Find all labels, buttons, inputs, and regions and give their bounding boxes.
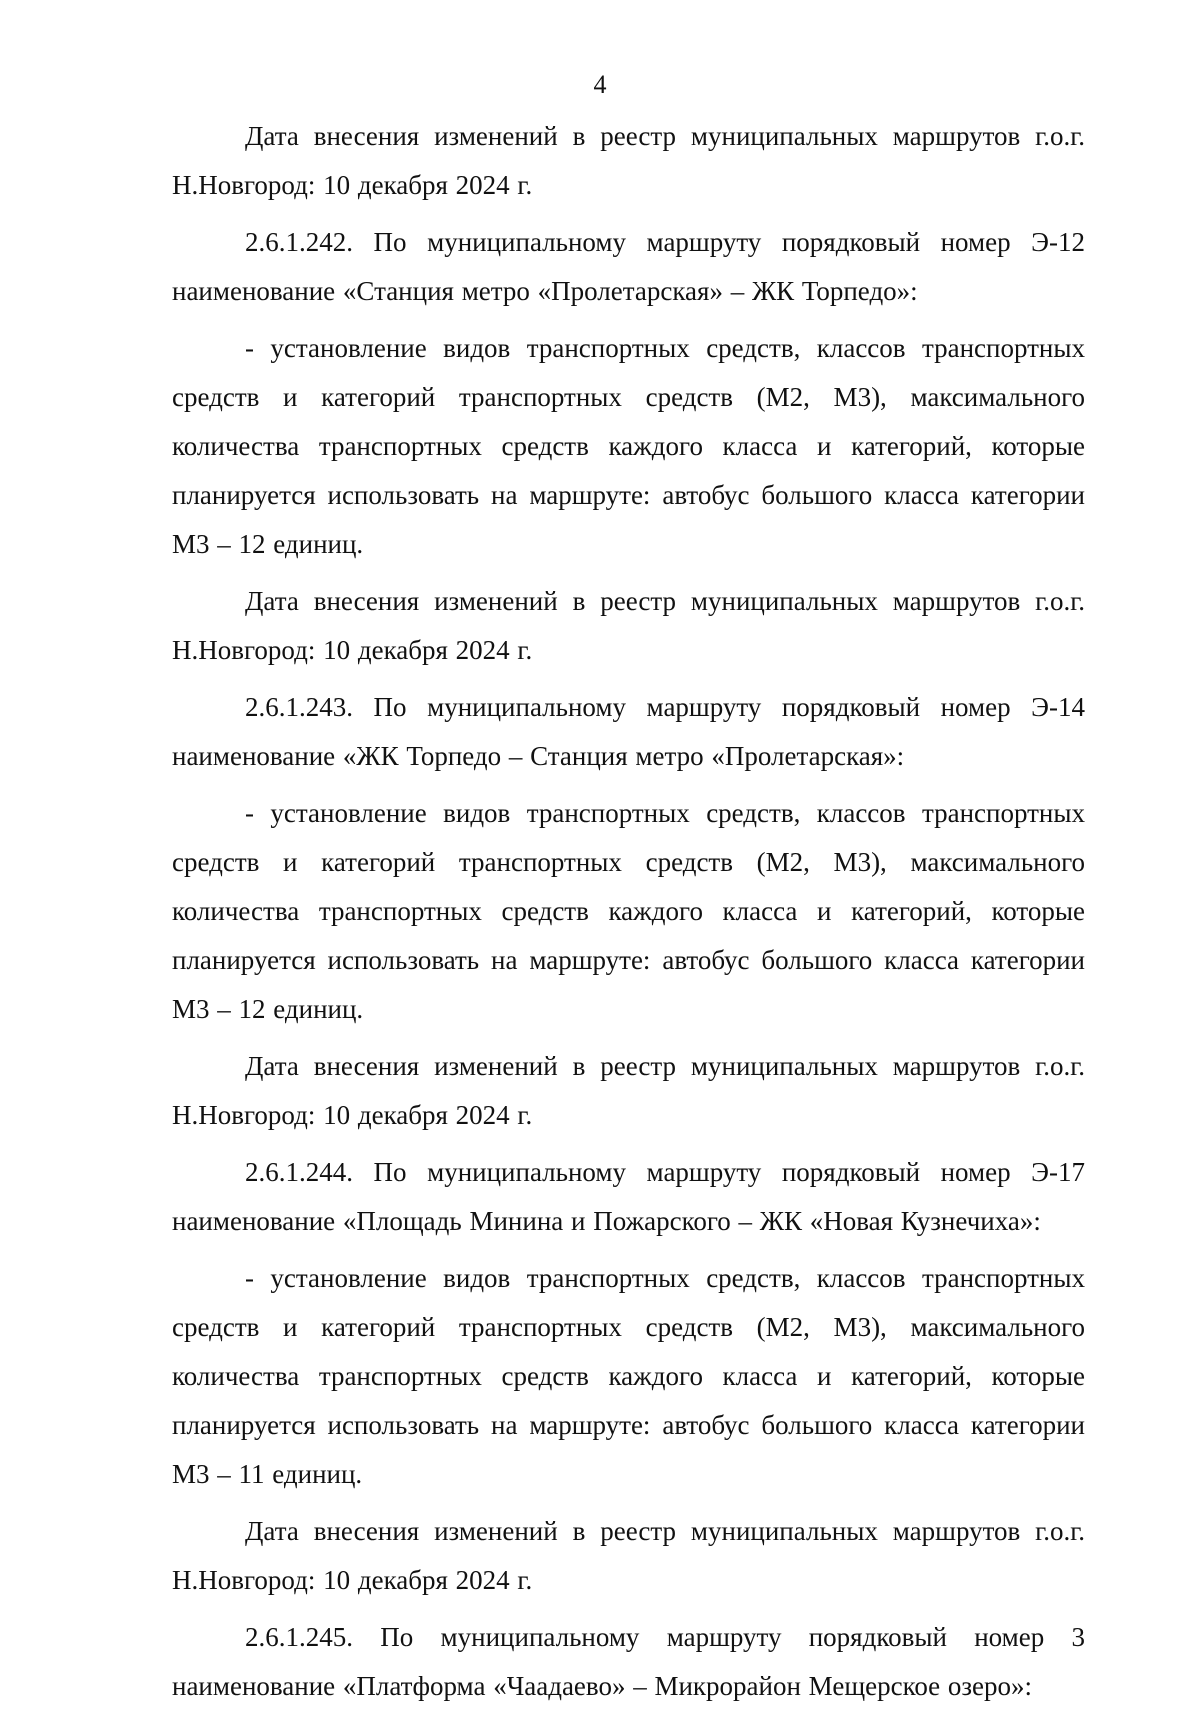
vehicle-requirements-paragraph: - установление видов транспортных средств, классов транспортных средств и категорий транспортных средств (М2, М3), максимального количества транспортных средств каждого класса и категорий, которые планируется использовать на маршруте: автобус большого класса категории М3 – 11 единиц.	[172, 1263, 1085, 1489]
registry-date-paragraph: Дата внесения изменений в реестр муниципальных маршрутов г.о.г. Н.Новгород: 10 декабря 2024 г.	[172, 1516, 1085, 1595]
registry-date-paragraph: Дата внесения изменений в реестр муниципальных маршрутов г.о.г. Н.Новгород: 10 декабря 2024 г.	[172, 586, 1085, 665]
document-body	[172, 112, 1085, 1719]
route-heading-paragraph: 2.6.1.244. По муниципальному маршруту порядковый номер Э-17 наименование «Площадь Минина и Пожарского – ЖК «Новая Кузнечиха»:	[172, 1157, 1085, 1236]
page-number: 4	[593, 70, 607, 99]
route-heading-paragraph: 2.6.1.245. По муниципальному маршруту порядковый номер 3 наименование «Платформа «Чаадаево» – Микрорайон Мещерское озеро»:	[172, 1622, 1085, 1701]
registry-date-paragraph: Дата внесения изменений в реестр муниципальных маршрутов г.о.г. Н.Новгород: 10 декабря 2024 г.	[172, 1051, 1085, 1130]
route-heading-paragraph: 2.6.1.242. По муниципальному маршруту порядковый номер Э-12 наименование «Станция метро «Пролетарская» – ЖК Торпедо»:	[172, 227, 1085, 306]
registry-date-paragraph: Дата внесения изменений в реестр муниципальных маршрутов г.о.г. Н.Новгород: 10 декабря 2024 г.	[172, 121, 1085, 200]
route-heading-paragraph: 2.6.1.243. По муниципальному маршруту порядковый номер Э-14 наименование «ЖК Торпедо – Станция метро «Пролетарская»:	[172, 692, 1085, 771]
vehicle-requirements-paragraph: - установление видов транспортных средств, классов транспортных средств и категорий транспортных средств (М2, М3), максимального количества транспортных средств каждого класса и категорий, которые планируется использовать на маршруте: автобус большого класса категории М3 – 12 единиц.	[172, 333, 1085, 559]
vehicle-requirements-paragraph: - установление видов транспортных средств, классов транспортных средств и категорий транспортных средств (М2, М3), максимального количества транспортных средств каждого класса и категорий, которые планируется использовать на маршруте: автобус большого класса категории М3 – 12 единиц.	[172, 798, 1085, 1024]
